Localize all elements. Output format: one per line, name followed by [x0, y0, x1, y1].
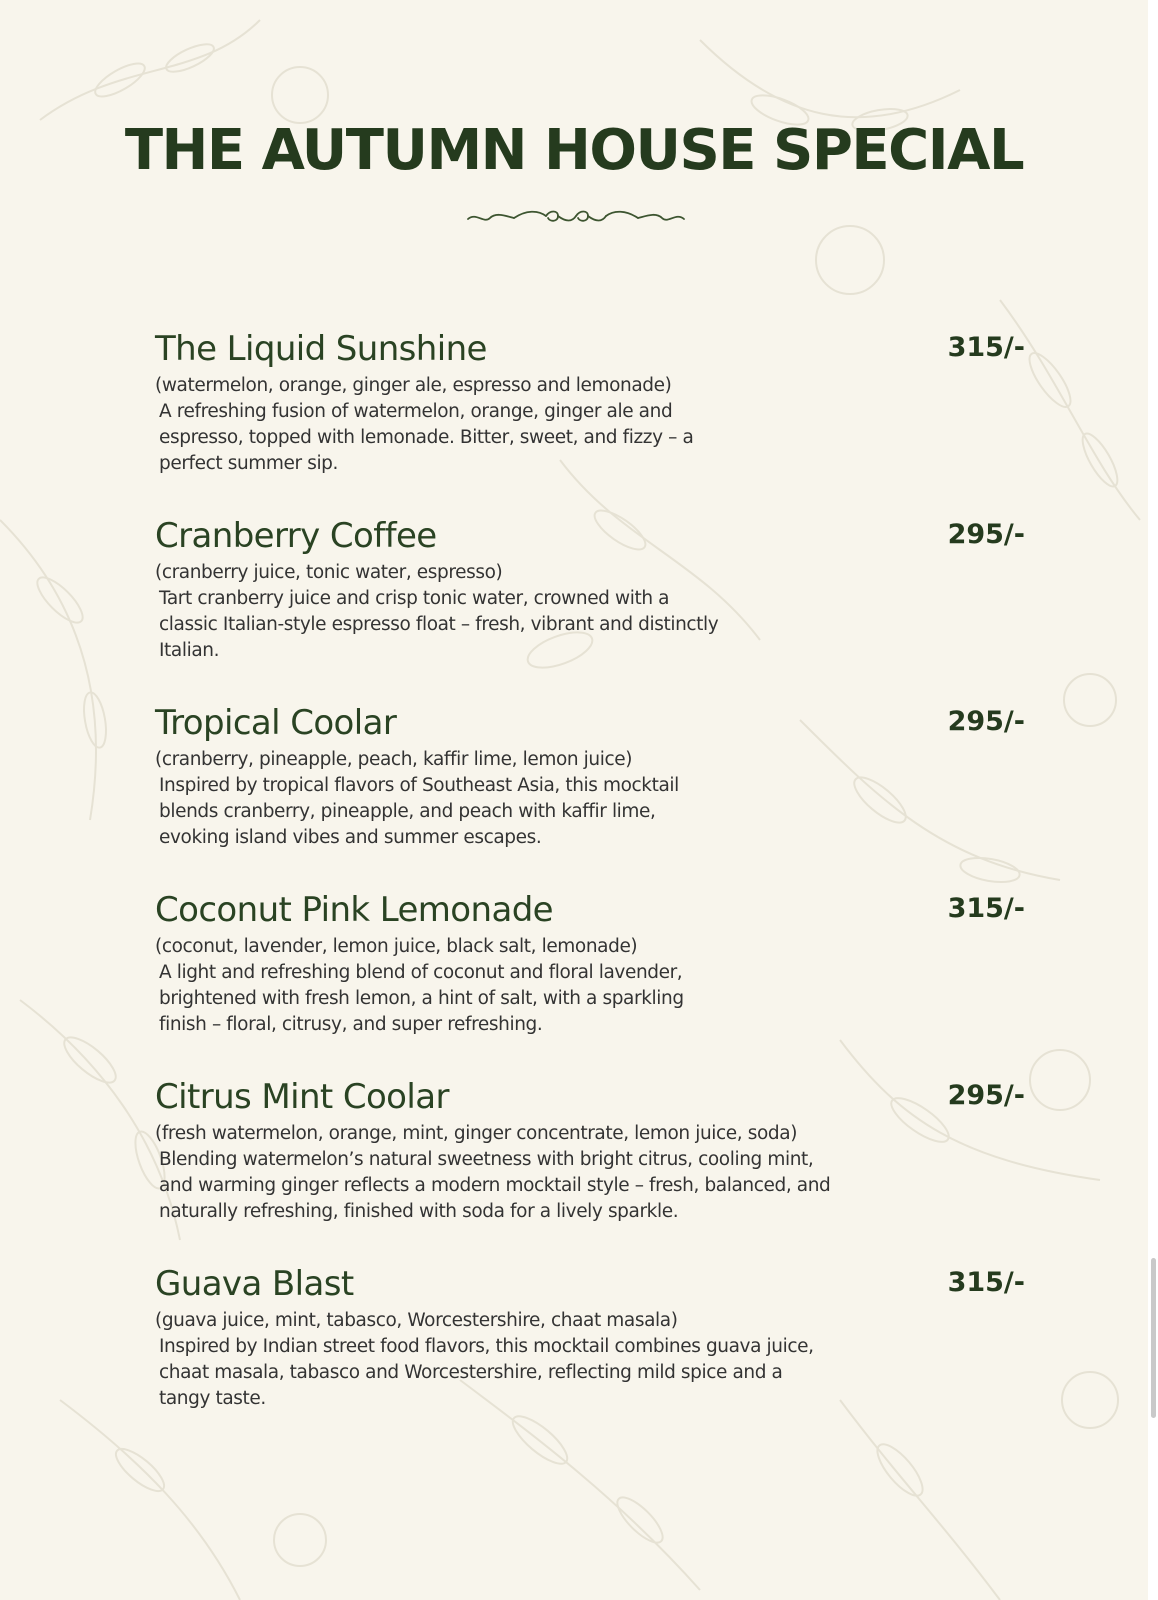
item-description: Tart cranberry juice and crisp tonic water, crowned with a classic Italian-style espresso float – fresh, vibrant and distinctly Italian.	[159, 588, 719, 661]
item-price: 295/-	[947, 519, 1025, 550]
item-price: 315/-	[947, 1267, 1025, 1298]
item-description: A light and refreshing blend of coconut and floral lavender, brightened with fresh lemon, a hint of salt, with a sparkling finish – floral, citrusy, and super refreshing.	[159, 962, 684, 1035]
item-description: A refreshing fusion of watermelon, orange, ginger ale and espresso, topped with lemonade. Bitter, sweet, and fizzy – a perfect summer sip.	[159, 401, 694, 474]
item-name: The Liquid Sunshine	[155, 329, 487, 369]
item-price: 315/-	[947, 332, 1025, 363]
item-name: Citrus Mint Coolar	[155, 1077, 449, 1117]
scrollbar[interactable]	[1148, 0, 1158, 1600]
item-price: 295/-	[947, 706, 1025, 737]
item-ingredients: (fresh watermelon, orange, mint, ginger concentrate, lemon juice, soda)	[155, 1123, 798, 1144]
item-ingredients: (coconut, lavender, lemon juice, black salt, lemonade)	[155, 936, 638, 957]
menu-item	[155, 1076, 1025, 1263]
item-price: 295/-	[947, 1080, 1025, 1111]
menu-item	[155, 702, 1025, 889]
item-name: Guava Blast	[155, 1264, 354, 1304]
item-description: Inspired by tropical flavors of Southeast Asia, this mocktail blends cranberry, pineapple, and peach with kaffir lime, evoking island vibes and summer escapes.	[159, 775, 679, 848]
item-description: Blending watermelon’s natural sweetness with bright citrus, cooling mint, and warming ginger reflects a modern mocktail style – fresh, balanced, and naturally refreshing, finished with soda for a lively sparkle.	[159, 1149, 831, 1222]
menu-title: THE AUTUMN HOUSE SPECIAL	[124, 118, 1024, 183]
item-ingredients: (cranberry, pineapple, peach, kaffir lime, lemon juice)	[155, 749, 633, 770]
menu-item	[155, 328, 1025, 515]
menu-item	[155, 1263, 1025, 1450]
item-name: Cranberry Coffee	[155, 516, 437, 556]
menu-items	[155, 328, 1025, 1450]
item-description: Inspired by Indian street food flavors, this mocktail combines guava juice, chaat masala, tabasco and Worcestershire, reflecting mild spice and a tangy taste.	[159, 1336, 814, 1409]
item-ingredients: (cranberry juice, tonic water, espresso)	[155, 562, 503, 583]
item-name: Coconut Pink Lemonade	[155, 890, 553, 930]
item-ingredients: (guava juice, mint, tabasco, Worcestershire, chaat masala)	[155, 1310, 678, 1331]
ornamental-divider-icon	[466, 206, 686, 230]
menu-item	[155, 515, 1025, 702]
menu-item	[155, 889, 1025, 1076]
item-price: 315/-	[947, 893, 1025, 924]
scroll-thumb[interactable]	[1151, 1258, 1156, 1418]
item-ingredients: (watermelon, orange, ginger ale, espresso and lemonade)	[155, 375, 672, 396]
item-name: Tropical Coolar	[155, 703, 397, 743]
